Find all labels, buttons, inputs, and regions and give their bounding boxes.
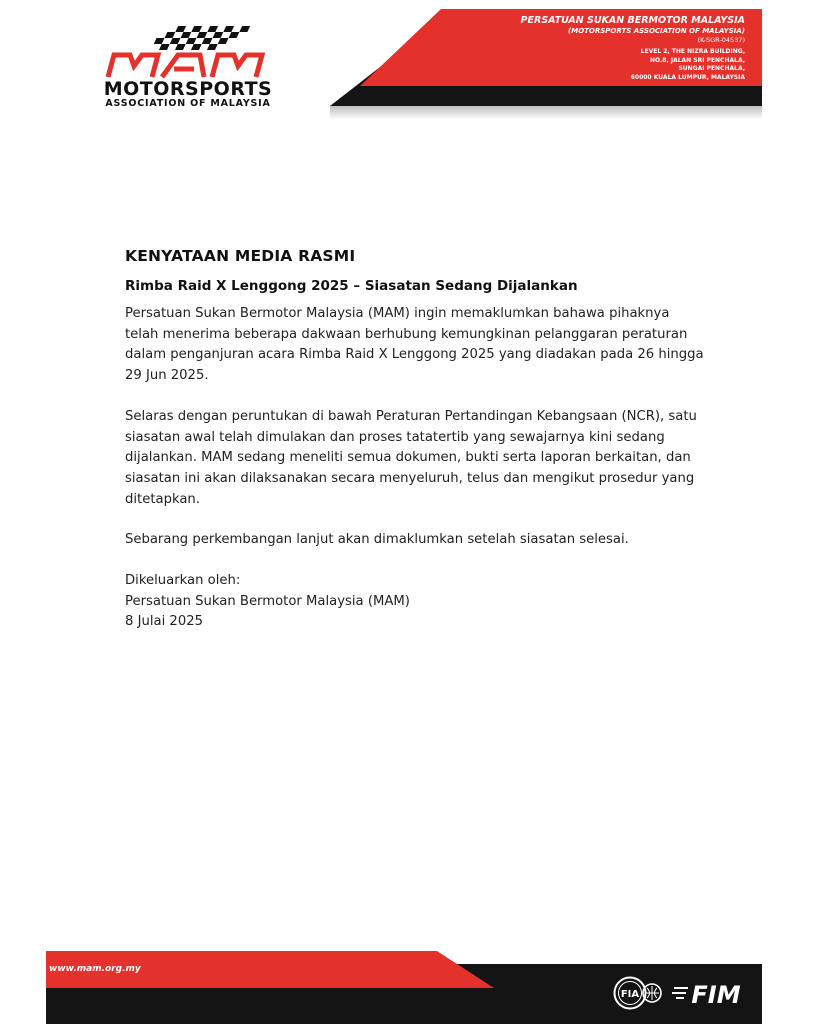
- org-name-alt: (MOTORSPORTS ASSOCIATION OF MALAYSIA): [568, 27, 745, 35]
- website-link[interactable]: www.mam.org.my: [49, 964, 141, 974]
- paragraph: Persatuan Sukan Bermotor Malaysia (MAM) ingin memaklumkan bahawa pihaknya telah menerima beberapa dakwaan berhubung kemungkinan pelanggaran peraturan dalam penganjuran acara Rimba Raid X Lenggong 2025 yang diadakan pada 26 hingga 29 Jun 2025.: [125, 306, 704, 384]
- fia-logo-icon: [612, 975, 664, 1011]
- document-title: KENYATAAN MEDIA RASMI: [125, 247, 356, 265]
- fim-logo-icon: [672, 978, 746, 1008]
- logo-wordmark: MOTORSPORTS: [103, 78, 273, 100]
- address-line: NO.8, JALAN SRI PENCHALA,: [650, 56, 745, 64]
- press-release: [125, 246, 705, 633]
- signature-block: [125, 571, 705, 633]
- document-subtitle: Rimba Raid X Lenggong 2025 – Siasatan Sedang Dijalankan: [125, 278, 578, 294]
- org-registration: (K-SGR-04537): [697, 36, 745, 44]
- paragraph: Selaras dengan peruntukan di bawah Peraturan Pertandingan Kebangsaan (NCR), satu siasatan awal telah dimulakan dan proses tatatertib yang sewajarnya kini sedang dijalankan. MAM sedang meneliti semua dokumen, bukti serta laporan berkaitan, dan siasatan ini akan dilaksanakan secara menyeluruh, telus dan mengikut prosedur yang ditetapkan.: [125, 408, 697, 507]
- org-name: PERSATUAN SUKAN BERMOTOR MALAYSIA: [520, 15, 745, 26]
- fia-text: FIA: [620, 989, 640, 1000]
- issue-date: 8 Julai 2025: [125, 614, 203, 630]
- mam-logo: [62, 22, 312, 108]
- fim-text: FIM: [691, 981, 741, 1008]
- address-line: 60000 KUALA LUMPUR, MALAYSIA: [630, 73, 745, 81]
- org-info: [445, 15, 745, 82]
- footer-banner: [0, 930, 819, 1024]
- address-line: SUNGAI PENCHALA,: [678, 65, 745, 73]
- paragraph: Sebarang perkembangan lanjut akan dimaklumkan setelah siasatan selesai.: [125, 532, 629, 548]
- issued-by-label: Dikeluarkan oleh:: [125, 573, 241, 589]
- issuer-name: Persatuan Sukan Bermotor Malaysia (MAM): [125, 593, 410, 609]
- logo-subline: ASSOCIATION OF MALAYSIA: [105, 98, 271, 109]
- address-line: LEVEL 2, THE NIZRA BUILDING,: [640, 48, 745, 55]
